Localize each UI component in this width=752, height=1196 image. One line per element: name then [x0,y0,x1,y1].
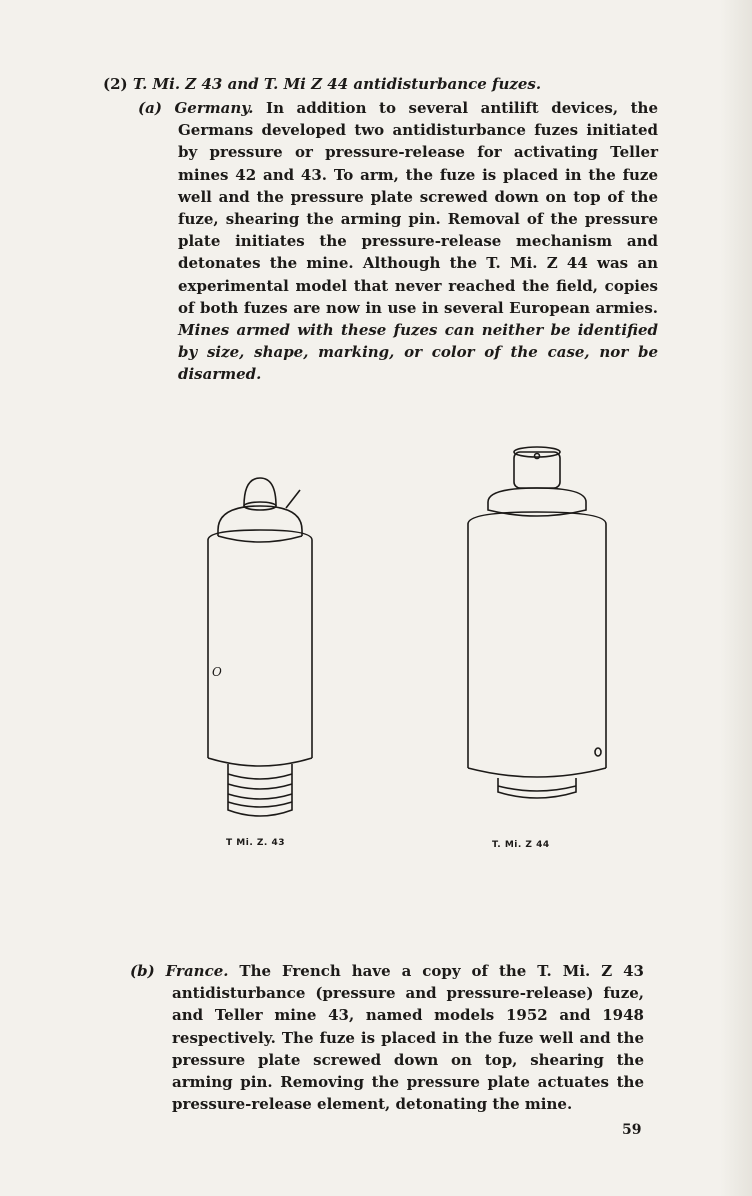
page-edge-shadow [720,0,752,1196]
section-number: (2) [103,75,128,93]
para-b-text: The French have a copy of the T. Mi. Z 43 antidisturbance (pressure and pressure-release) fuze, and Teller mine 43, named models 1952 and 1948 respectively. The fuze is placed in the fuze well and the pressure plate screwed down on top, shearing the arming pin. Removing the pressure plate actuates the pressure-release element, detonating the mine. [172,962,644,1114]
para-b-country: France. [165,962,229,980]
section-title: T. Mi. Z 43 and T. Mi Z 44 antidisturbance fuzes. [132,75,542,93]
para-a-text: In addition to several antilift devices, the Germans developed two antidisturbance fuzes initiated by pressure or pressure-release for activating Teller mines 42 and 43. To arm, the fuze is placed in the fuze well and the pressure plate screwed down on top of the fuze, shearing the arming pin. Removal of the pressure plate initiates the pressure-release mechanism and detonates the mine. Although the T. Mi. Z 44 was an experimental model that never reached the field, copies of both fuzes are now in use in several European armies. [178,99,658,317]
para-b-label: (b) [130,962,155,980]
page-number: 59 [622,1122,642,1138]
fuze-44-drawing [468,447,606,798]
para-a-italic-warning: Mines armed with these fuzes can neither be identified by size, shape, marking, or color of the case, nor be disarmed. [178,321,658,384]
section-heading [103,73,663,95]
para-a-label: (a) [138,99,162,117]
paragraph-germany [138,97,658,386]
caption-fuze-44: T. Mi. Z 44 [492,840,550,850]
fuze-43-drawing [208,478,312,816]
fuze-43-mark: O [212,665,222,679]
fuze-illustration [180,440,630,860]
caption-fuze-43: T Mi. Z. 43 [226,838,285,848]
paragraph-france [130,960,644,1115]
para-a-country: Germany. [174,99,254,117]
